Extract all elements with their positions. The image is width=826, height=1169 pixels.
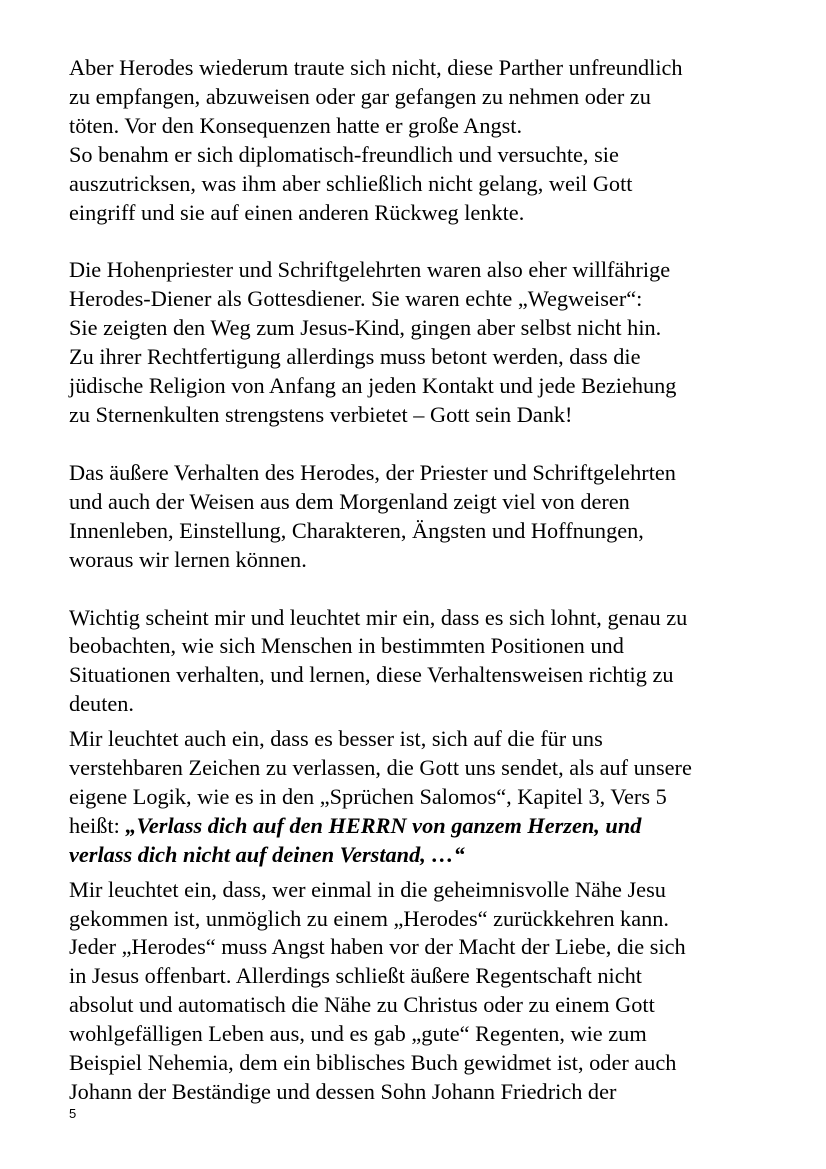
text-line: zu Sternenkulten strengstens verbietet – Gott sein Dank!	[69, 401, 573, 427]
bible-quote: verlass dich nicht auf deinen Verstand, …“	[69, 841, 465, 867]
page-number: 5	[69, 1106, 77, 1121]
text-line: woraus wir lernen können.	[69, 546, 307, 572]
text-line: beobachten, wie sich Menschen in bestimmten Positionen und	[69, 633, 624, 659]
text-line: verstehbaren Zeichen zu verlassen, die Gott uns sendet, als auf unsere	[69, 755, 692, 781]
text-line: Wichtig scheint mir und leuchtet mir ein, dass es sich lohnt, genau zu	[69, 604, 688, 630]
paragraph-observe-people	[69, 604, 781, 720]
text-line: gekommen ist, unmöglich zu einem „Herodes“ zurückkehren kann.	[69, 905, 669, 931]
text-line: Situationen verhalten, und lernen, diese Verhaltensweisen richtig zu	[69, 662, 674, 688]
paragraph-spacer	[69, 575, 781, 604]
text-line: Innenleben, Einstellung, Charakteren, Ängsten und Hoffnungen,	[69, 517, 644, 543]
text-line	[69, 812, 781, 841]
text-line: absolut und automatisch die Nähe zu Christus oder zu einem Gott	[69, 992, 655, 1018]
text-line: Jeder „Herodes“ muss Angst haben vor der Macht der Liebe, die sich	[69, 934, 686, 960]
paragraph-spacer	[69, 430, 781, 459]
text-line: auszutricksen, was ihm aber schließlich nicht gelang, weil Gott	[69, 170, 633, 196]
text-line: Die Hohenpriester und Schriftgelehrten waren also eher willfährige	[69, 257, 671, 283]
paragraph-nearness-jesus	[69, 876, 781, 1107]
text-line: eingriff und sie auf einen anderen Rückweg lenkte.	[69, 199, 525, 225]
text-line: deuten.	[69, 691, 135, 717]
text-line: Mir leuchtet ein, dass, wer einmal in die geheimnisvolle Nähe Jesu	[69, 876, 666, 902]
text-line: Aber Herodes wiederum traute sich nicht, diese Parther unfreundlich	[69, 55, 683, 80]
paragraph-outer-behavior	[69, 459, 781, 575]
text-line: Johann der Beständige und dessen Sohn Johann Friedrich der	[69, 1079, 617, 1104]
text-line: So benahm er sich diplomatisch-freundlich und versuchte, sie	[69, 141, 619, 167]
text-line: jüdische Religion von Anfang an jeden Kontakt und jede Beziehung	[69, 373, 677, 399]
bible-quote: „Verlass dich auf den HERRN von ganzem Herzen, und	[125, 812, 642, 838]
text-line: in Jesus offenbart. Allerdings schließt äußere Regentschaft nicht	[69, 963, 642, 989]
quote-lead: heißt:	[69, 812, 126, 838]
paragraph-spacer	[69, 227, 781, 256]
text-line: und auch der Weisen aus dem Morgenland zeigt viel von deren	[69, 488, 630, 514]
text-line: Herodes-Diener als Gottesdiener. Sie waren echte „Wegweiser“:	[69, 286, 643, 312]
text-line: zu empfangen, abzuweisen oder gar gefangen zu nehmen oder zu	[69, 83, 651, 109]
text-line: Mir leuchtet auch ein, dass es besser ist, sich auf die für uns	[69, 726, 603, 752]
paragraph-high-priests	[69, 256, 781, 429]
paragraph-herodes-fear	[69, 54, 781, 227]
text-line: eigene Logik, wie es in den „Sprüchen Salomos“, Kapitel 3, Vers 5	[69, 783, 667, 809]
paragraph-proverbs-quote	[69, 725, 781, 870]
document-page	[69, 54, 781, 1107]
text-line: töten. Vor den Konsequenzen hatte er große Angst.	[69, 112, 523, 138]
text-line: Beispiel Nehemia, dem ein biblisches Buch gewidmet ist, oder auch	[69, 1050, 677, 1076]
text-line: Zu ihrer Rechtfertigung allerdings muss betont werden, dass die	[69, 344, 641, 370]
text-line: Sie zeigten den Weg zum Jesus-Kind, gingen aber selbst nicht hin.	[69, 315, 662, 341]
text-line: Das äußere Verhalten des Herodes, der Priester und Schriftgelehrten	[69, 459, 676, 485]
text-line: wohlgefälligen Leben aus, und es gab „gute“ Regenten, wie zum	[69, 1021, 647, 1047]
